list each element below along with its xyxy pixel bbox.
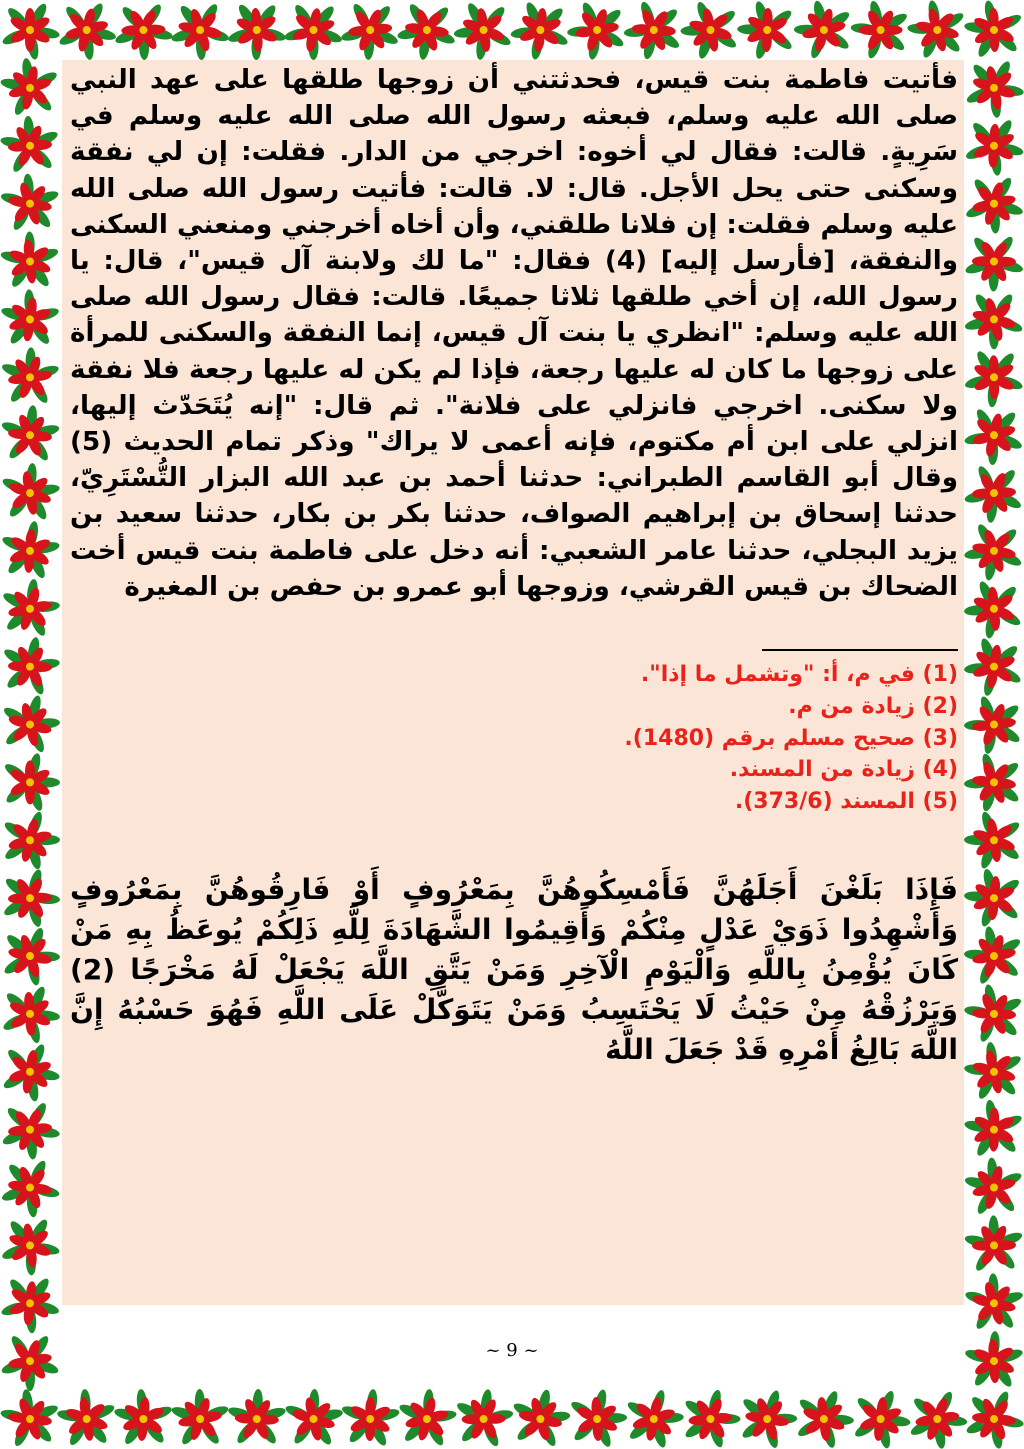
- poinsettia-flower-icon: [963, 1099, 1024, 1159]
- poinsettia-flower-icon: [279, 0, 348, 65]
- poinsettia-flower-icon: [960, 750, 1024, 816]
- poinsettia-flower-icon: [959, 401, 1024, 472]
- page-content: [70, 62, 958, 1070]
- poinsettia-flower-icon: [791, 1387, 857, 1449]
- poinsettia-flower-icon: [621, 0, 684, 62]
- poinsettia-flower-icon: [674, 0, 745, 64]
- poinsettia-flower-icon: [611, 1377, 695, 1449]
- poinsettia-flower-icon: [0, 920, 66, 991]
- poinsettia-flower-icon: [0, 343, 64, 410]
- poinsettia-flower-icon: [953, 1377, 1024, 1449]
- footnote-list: [70, 659, 958, 818]
- poinsettia-flower-icon: [0, 1207, 70, 1284]
- poinsettia-flower-icon: [0, 743, 70, 824]
- poinsettia-flower-icon: [954, 1205, 1024, 1286]
- poinsettia-flower-icon: [49, 0, 122, 68]
- footnote-item: (1) في م، أ: "وتشمل ما إذا".: [640, 662, 958, 688]
- poinsettia-flower-icon: [111, 1386, 176, 1449]
- poinsettia-flower-icon: [734, 1385, 802, 1449]
- poinsettia-flower-icon: [671, 1379, 750, 1449]
- poinsettia-flower-icon: [166, 1383, 235, 1449]
- footnote-item: (4) زيادة من المسند.: [729, 757, 958, 783]
- poinsettia-flower-icon: [0, 222, 68, 301]
- poinsettia-flower-icon: [900, 0, 972, 66]
- footnote-item: (3) صحيح مسلم برقم (1480).: [624, 725, 958, 751]
- page-number: ~ 9 ~: [485, 1340, 539, 1361]
- poinsettia-flower-icon: [390, 1382, 463, 1449]
- poinsettia-flower-icon: [0, 1272, 63, 1337]
- poinsettia-flower-icon: [0, 690, 67, 762]
- poinsettia-flower-icon: [956, 1035, 1024, 1109]
- poinsettia-flower-icon: [841, 1381, 919, 1449]
- poinsettia-flower-icon: [955, 337, 1024, 418]
- poinsettia-flower-icon: [0, 570, 67, 644]
- poinsettia-flower-icon: [959, 1150, 1024, 1223]
- poinsettia-flower-icon: [0, 983, 62, 1046]
- poinsettia-flower-icon: [963, 116, 1024, 178]
- poinsettia-flower-icon: [0, 857, 70, 937]
- poinsettia-flower-icon: [0, 397, 70, 475]
- poinsettia-flower-icon: [0, 798, 71, 882]
- poinsettia-flower-icon: [958, 50, 1024, 126]
- footnote-item: (2) زيادة من م.: [788, 693, 958, 719]
- poinsettia-flower-icon: [455, 1388, 515, 1449]
- poinsettia-flower-icon: [963, 0, 1024, 60]
- poinsettia-flower-icon: [559, 0, 635, 69]
- poinsettia-flower-icon: [1, 2, 61, 61]
- poinsettia-flower-icon: [955, 858, 1024, 937]
- poinsettia-flower-icon: [504, 1383, 578, 1449]
- main-paragraph: فأتيت فاطمة بنت قيس، فحدثتني أن زوجها طلقها على عهد النبي صلى الله عليه وسلم، فبعثه رسول الله صلى الله عليه وسلم في سَرِيةٍ. قالت: فقال لي أخوه: اخرجي من الدار. فقلت: إن لي نفقة وسكنى حتى يحل الأجل. قال: لا. قالت: فأتيت رسول الله صلى الله عليه وسلم فقلت: إن فلانا طلقني، وأن أخاه أخرجني ومنعني السكنى والنفقة، [فأرسل إليه] (4) فقال: "ما لك ولابنة آل قيس"، قال: يا رسول الله، إن أخي طلقها ثلاثا جميعًا. قالت: فقال رسول الله صلى الله عليه وسلم: "انظري يا بنت آل قيس، إنما النفقة والسكنى للمرأة على زوجها ما كان له عليها رجعة، فإذا لم يكن له عليها رجعة فلا نفقة ولا سكنى. اخرجي فانزلي على فلانة". ثم قال: "إنه يُتَحَدّث إليها، انزلي على ابن أم مكتوم، فإنه أعمى لا يراك" وذكر تمام الحديث (5) وقال أبو القاسم الطبراني: حدثنا أحمد بن عبد الله البزار التُّسْتَرِيّ، حدثنا إسحاق بن إبراهيم الصواف، حدثنا بكر بن بكار، حدثنا سعيد بن يزيد البجلي، حدثنا عامر الشعبي: أنه دخل على فاطمة بنت قيس أخت الضحاك بن قيس القرشي، وزوجها أبو عمرو بن حفص بن المغيرة: [70, 65, 958, 602]
- poinsettia-flower-icon: [0, 1327, 63, 1396]
- poinsettia-flower-icon: [0, 163, 72, 246]
- poinsettia-flower-icon: [0, 1035, 67, 1111]
- poinsettia-flower-icon: [728, 0, 808, 69]
- poinsettia-flower-icon: [387, 0, 464, 68]
- quran-verse: فَإِذَا بَلَغْنَ أَجَلَهُنَّ فَأَمْسِكُوهُنَّ بِمَعْرُوفٍ أَوْ فَارِقُوهُنَّ بِمَعْرُوفٍ وَأَشْهِدُوا ذَوَيْ عَدْلٍ مِنْكُمْ وَأَقِيمُوا الشَّهَادَةَ لِلَّهِ ذَلِكُمْ يُوعَظُ بِهِ مَنْ كَانَ يُؤْمِنُ بِاللَّهِ وَالْيَوْمِ الْآخِرِ وَمَنْ يَتَّقِ اللَّهَ يَجْعَلْ لَهُ مَخْرَجًا (2) وَيَرْزُقْهُ مِنْ حَيْثُ لَا يَحْتَسِبُ وَمَنْ يَتَوَكَّلْ عَلَى اللَّهِ فَهُوَ حَسْبُهُ إِنَّ اللَّهَ بَالِغُ أَمْرِهِ قَدْ جَعَلَ اللَّهُ: [70, 873, 958, 1067]
- poinsettia-flower-icon: [959, 806, 1024, 874]
- poinsettia-flower-icon: [218, 1380, 298, 1449]
- poinsettia-flower-icon: [955, 687, 1024, 765]
- footnote-separator: [762, 649, 958, 651]
- poinsettia-flower-icon: [895, 1377, 978, 1449]
- poinsettia-flower-icon: [0, 50, 68, 125]
- poinsettia-flower-icon: [0, 285, 63, 352]
- footnote-item: (5) المسند (373/6).: [734, 789, 958, 815]
- poinsettia-flower-icon: [47, 1381, 123, 1449]
- poinsettia-flower-icon: [962, 462, 1024, 525]
- poinsettia-flower-icon: [337, 0, 402, 63]
- poinsettia-flower-icon: [955, 513, 1024, 588]
- poinsettia-flower-icon: [953, 1321, 1024, 1401]
- poinsettia-flower-icon: [958, 169, 1024, 240]
- poinsettia-flower-icon: [1, 635, 62, 697]
